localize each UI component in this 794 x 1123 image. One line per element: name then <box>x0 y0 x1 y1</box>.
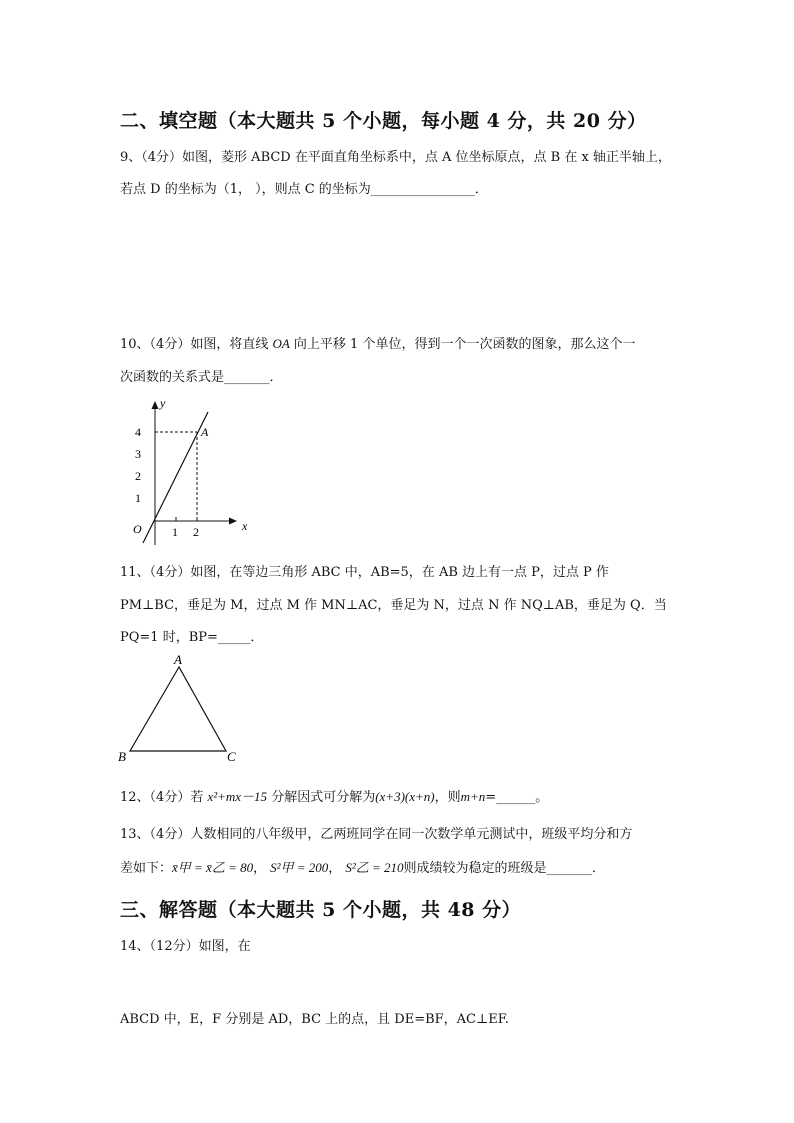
y-tick-label-4: 4 <box>135 425 141 439</box>
y-axis-arrow-icon <box>152 401 159 409</box>
q12-prefix: 12、（4分）若 <box>120 790 208 805</box>
q11-line-1: 11、（4分）如图，在等边三角形 ABC 中，AB=5，在 AB 边上有一点 P，过点 P 作 <box>120 565 609 580</box>
q12-expr-3: m+n <box>460 789 486 804</box>
y-tick-label-1: 1 <box>135 491 141 505</box>
vertex-c-label: C <box>227 749 236 764</box>
x-axis-arrow-icon <box>229 518 237 525</box>
q13-line-2: 差如下：x̄甲 = x̄乙 = 80， S²甲 = 200， S²乙 = 210则成绩较为稳定的班级是_______． <box>120 860 605 876</box>
q9-line-2: 若点 D 的坐标为（1， ），则点 C 的坐标为________________． <box>120 182 488 197</box>
q12-line <box>120 786 548 805</box>
q10-line-2: 次函数的关系式是_______． <box>120 370 283 385</box>
y-tick-label-2: 2 <box>135 469 141 483</box>
vertex-b-label: B <box>118 749 126 764</box>
point-a-label: A <box>201 425 209 439</box>
y-tick-label-3: 3 <box>135 447 141 461</box>
q9-line-1: 9、（4分）如图，菱形 ABCD 在平面直角坐标系中，点 A 位坐标原点，点 B 在 x 轴正半轴上， <box>120 150 671 165</box>
q12-mid-2: ，则 <box>434 790 461 805</box>
q13-line-1: 13、（4分）人数相同的八年级甲，乙两班同学在同一次数学单元测试中，班级平均分和方 <box>120 827 633 842</box>
triangle-abc <box>130 667 226 751</box>
y-axis-label: y <box>160 396 166 410</box>
origin-label: O <box>133 522 142 536</box>
q11-line-2: PM⊥BC，垂足为 M，过点 M 作 MN⊥AC，垂足为 N，过点 N 作 NQ⊥AB，垂足为 Q．当 <box>120 598 667 613</box>
q13-variance-2: S²乙 = 210 <box>345 860 404 875</box>
q11-equilateral-triangle <box>112 652 247 767</box>
vertex-a-label: A <box>174 652 182 667</box>
q12-mid: 分解因式可分解为 <box>267 790 376 805</box>
q13-prefix: 差如下： <box>120 861 173 876</box>
q12-expr-2: (x+3)(x+n) <box>375 789 435 804</box>
q12-expr-1: x²+mx－15 <box>207 789 268 804</box>
q10-oa: OA <box>272 336 290 351</box>
q12-suffix: =______。 <box>485 790 549 805</box>
x-tick-label-1: 1 <box>172 525 178 539</box>
section-3-heading: 三、解答题（本大题共 5 个小题，共 48 分） <box>120 899 522 921</box>
x-axis-label: x <box>242 519 248 533</box>
q13-mean-expr: x̄甲 = x̄乙 = 80 <box>172 860 254 875</box>
q13-suffix: 则成绩较为稳定的班级是_______． <box>403 861 605 876</box>
q10-line-1 <box>120 333 635 352</box>
q13-variance-1: S²甲 = 200 <box>270 860 329 875</box>
q10-coordinate-graph <box>125 395 260 547</box>
q14-line-2: ABCD 中，E，F 分别是 AD，BC 上的点，且 DE=BF，AC⊥EF. <box>120 1012 509 1027</box>
q11-line-3: PQ=1 时，BP=_____． <box>120 630 264 645</box>
q10-text-a: 10、（4分）如图，将直线 <box>120 337 273 352</box>
q14-line-1: 14、（12分）如图，在 <box>120 939 251 954</box>
x-tick-label-2: 2 <box>193 525 199 539</box>
q10-text-b: 向上平移 1 个单位，得到一个一次函数的图象，那么这个一 <box>289 337 636 352</box>
section-2-heading: 二、填空题（本大题共 5 个小题，每小题 4 分，共 20 分） <box>120 110 647 132</box>
